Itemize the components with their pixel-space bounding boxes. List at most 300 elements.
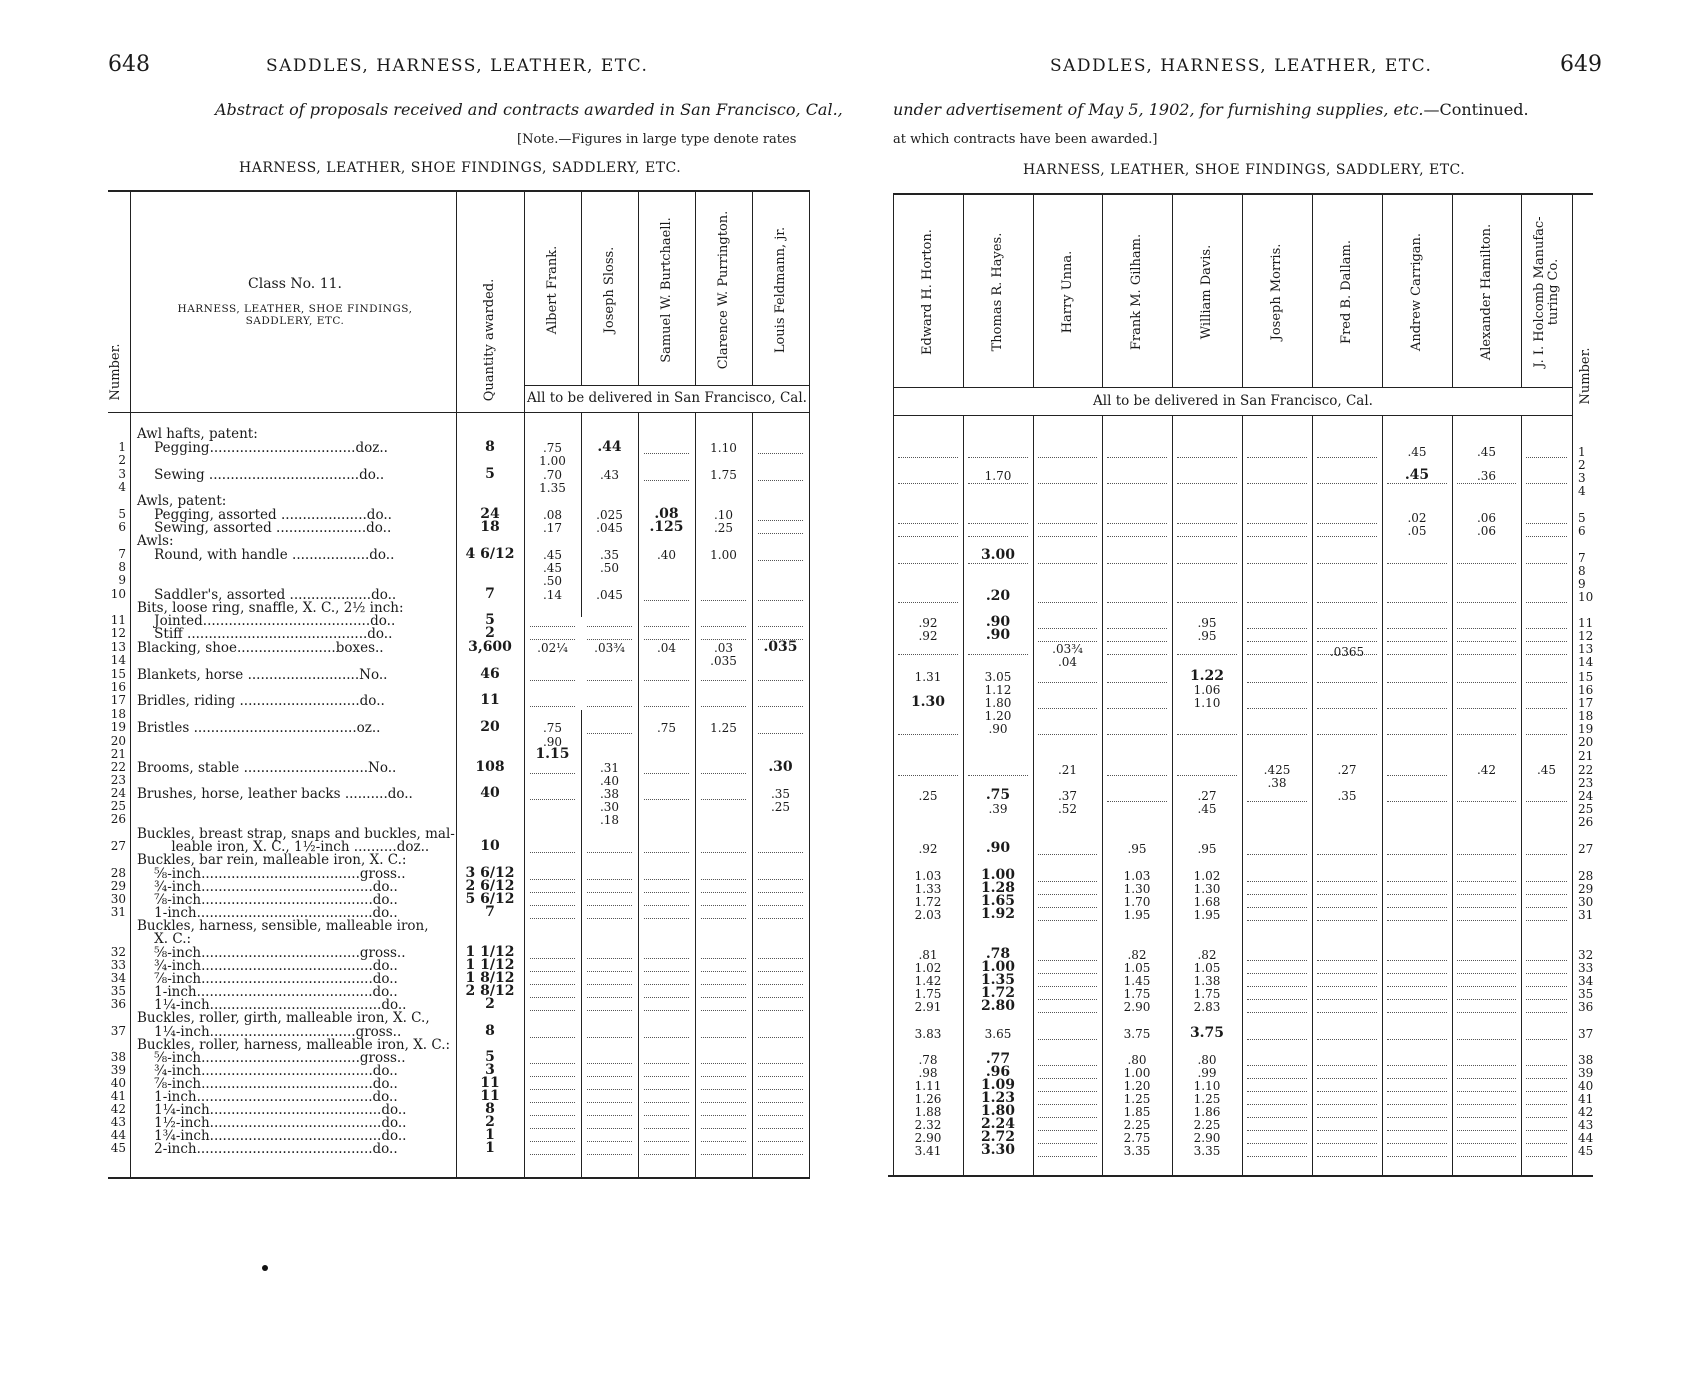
empty-cell-dots [530, 879, 575, 880]
empty-cell-dots [587, 852, 632, 853]
row-number-right: 38 [1578, 1053, 1594, 1067]
right-bid-value: .36 [1476, 469, 1497, 483]
empty-cell-dots [587, 1010, 632, 1011]
empty-cell-dots [1317, 1104, 1377, 1105]
empty-cell-dots [701, 600, 746, 601]
right-bid-value: 1.30 [1123, 882, 1151, 896]
empty-cell-dots [898, 483, 958, 484]
left-bid-value: .08 [542, 508, 563, 522]
empty-cell-dots [1457, 1091, 1516, 1092]
empty-cell-dots [1247, 523, 1307, 524]
left-bid-value: .35 [770, 787, 791, 801]
empty-cell-dots [1387, 1117, 1447, 1118]
left-bid-value: 1.15 [535, 746, 570, 762]
empty-cell-dots [644, 706, 689, 707]
empty-cell-dots [1526, 641, 1567, 642]
right-bid-value: .96 [985, 1064, 1011, 1080]
empty-cell-dots [758, 533, 803, 534]
empty-cell-dots [1247, 973, 1307, 974]
row-number-left: 45 [110, 1141, 126, 1155]
quantity-awarded: 46 [480, 666, 500, 682]
empty-cell-dots [1177, 602, 1237, 603]
empty-cell-dots [530, 997, 575, 998]
right-subtitle-italic: under advertisement of May 5, 1902, for furnishing supplies, etc. [893, 100, 1424, 119]
right-bid-value: 1.03 [914, 869, 942, 883]
row-number-right: 42 [1578, 1105, 1594, 1119]
empty-cell-dots [1038, 973, 1097, 974]
quantity-header: Quantity awarded. [482, 278, 497, 402]
right-bid-value: 1.86 [1193, 1105, 1221, 1119]
row-number-right: 18 [1578, 709, 1594, 723]
row-number-left: 43 [110, 1115, 126, 1129]
right-bid-value: .0365 [1329, 645, 1365, 659]
row-number-left: 27 [110, 839, 126, 853]
empty-cell-dots [701, 852, 746, 853]
right-bid-value: .92 [918, 616, 938, 630]
row-number-right: 45 [1578, 1144, 1594, 1158]
empty-cell-dots [1387, 1143, 1447, 1144]
right-bid-value: .82 [1197, 948, 1217, 962]
left-bid-value: .45 [542, 561, 563, 575]
empty-cell-dots [1317, 894, 1377, 895]
left-bid-value: .70 [542, 468, 563, 482]
empty-cell-dots [1387, 986, 1447, 987]
empty-cell-dots [1038, 563, 1097, 564]
empty-cell-dots [1387, 1012, 1447, 1013]
empty-cell-dots [1247, 1117, 1307, 1118]
empty-cell-dots [1177, 483, 1237, 484]
empty-cell-dots [968, 483, 1028, 484]
right-bid-value: 1.35 [980, 972, 1016, 988]
row-number-left: 16 [110, 680, 126, 694]
empty-cell-dots [1387, 881, 1447, 882]
row-number-right: 44 [1578, 1131, 1594, 1145]
right-bid-value: .95 [1197, 616, 1217, 630]
empty-cell-dots [1457, 1104, 1516, 1105]
quantity-awarded: 2 [485, 625, 495, 641]
empty-cell-dots [1457, 1130, 1516, 1131]
empty-cell-dots [1457, 1143, 1516, 1144]
empty-cell-dots [1317, 536, 1377, 537]
item-description: 1¼-inch........................................do.. [137, 1102, 407, 1118]
right-bidder-4: Frank M. Gilham. [1129, 233, 1144, 351]
empty-cell-dots [644, 799, 689, 800]
empty-cell-dots [530, 1037, 575, 1038]
empty-cell-dots [1247, 1039, 1307, 1040]
empty-cell-dots [701, 799, 746, 800]
empty-cell-dots [1317, 960, 1377, 961]
row-number-left: 8 [118, 560, 126, 574]
empty-cell-dots [530, 639, 575, 640]
empty-cell-dots [758, 453, 803, 454]
right-bid-value: 2.24 [980, 1116, 1016, 1132]
empty-cell-dots [530, 852, 575, 853]
row-number-left: 26 [110, 812, 126, 826]
left-col-sep-1 [581, 192, 582, 385]
empty-cell-dots [1457, 563, 1516, 564]
row-number-left: 9 [118, 573, 126, 587]
right-bid-value: .06 [1476, 511, 1497, 525]
right-bid-value: .27 [1197, 789, 1217, 803]
empty-cell-dots [758, 1063, 803, 1064]
right-table-bottom-rule [888, 1175, 1593, 1177]
empty-cell-dots [587, 905, 632, 906]
right-bid-value: .425 [1263, 763, 1291, 777]
quantity-awarded: 11 [480, 1088, 500, 1104]
left-col-sep-qty [524, 192, 525, 1177]
empty-cell-dots [898, 457, 958, 458]
empty-cell-dots [1526, 999, 1567, 1000]
empty-cell-dots [701, 905, 746, 906]
left-bid-value: .44 [597, 439, 622, 455]
empty-cell-dots [1526, 1039, 1567, 1040]
row-number-left: 37 [110, 1024, 126, 1038]
right-bid-value: .45 [1197, 802, 1217, 816]
empty-cell-dots [1038, 894, 1097, 895]
empty-cell-dots [1526, 801, 1567, 802]
row-number-right: 10 [1578, 590, 1594, 604]
right-bidder-5: William Davis. [1199, 244, 1214, 340]
empty-cell-dots [644, 852, 689, 853]
empty-cell-dots [1526, 1078, 1567, 1079]
row-number-left: 44 [110, 1128, 126, 1142]
right-bid-value: 1.42 [914, 974, 942, 988]
left-bid-value: .35 [599, 548, 620, 562]
row-number-left: 12 [110, 626, 126, 640]
empty-cell-dots [1107, 708, 1167, 709]
empty-cell-dots [1387, 960, 1447, 961]
row-number-right: 26 [1578, 815, 1594, 829]
empty-cell-dots [1107, 641, 1167, 642]
empty-cell-dots [1457, 734, 1516, 735]
empty-cell-dots [1317, 881, 1377, 882]
right-bid-value: 1.00 [980, 959, 1016, 975]
empty-cell-dots [587, 733, 632, 734]
empty-cell-dots [1038, 1130, 1097, 1131]
empty-cell-dots [1457, 1012, 1516, 1013]
empty-cell-dots [1247, 654, 1307, 655]
empty-cell-dots [1247, 999, 1307, 1000]
left-bidder-3: Samuel W. Burtchaell. [658, 217, 674, 363]
item-description: Bits, loose ring, snaffle, X. C., 2½ inch: [137, 600, 404, 616]
right-bid-value: 1.22 [1189, 668, 1225, 684]
right-bidder-1: Edward H. Horton. [920, 229, 935, 355]
empty-cell-dots [1526, 1156, 1567, 1157]
right-bid-value: .77 [985, 1051, 1011, 1067]
right-bidder-7: Fred B. Dallam. [1339, 240, 1354, 344]
empty-cell-dots [530, 1089, 575, 1090]
right-bid-value: 2.90 [1123, 1000, 1151, 1014]
empty-cell-dots [1526, 563, 1567, 564]
right-bid-value: .98 [918, 1066, 938, 1080]
empty-cell-dots [587, 958, 632, 959]
right-bid-value: 1.72 [914, 895, 942, 909]
empty-cell-dots [701, 971, 746, 972]
row-number-right: 9 [1578, 577, 1586, 591]
row-number-right: 43 [1578, 1118, 1594, 1132]
item-description: Buckles, roller, harness, malleable iron, X. C.: [137, 1037, 451, 1053]
empty-cell-dots [701, 1010, 746, 1011]
empty-cell-dots [1457, 682, 1516, 683]
right-bid-value: .92 [918, 842, 938, 856]
empty-cell-dots [1107, 734, 1167, 735]
item-description: 1-inch.........................................do.. [137, 984, 398, 1000]
row-number-left: 30 [110, 892, 126, 906]
empty-cell-dots [644, 1128, 689, 1129]
empty-cell-dots [1387, 907, 1447, 908]
right-page-number: 649 [1560, 52, 1602, 77]
empty-cell-dots [1317, 682, 1377, 683]
left-bidder-2: Joseph Sloss. [601, 246, 617, 334]
left-bid-value: .17 [542, 521, 563, 535]
empty-cell-dots [701, 626, 746, 627]
empty-cell-dots [587, 918, 632, 919]
empty-cell-dots [1317, 1130, 1377, 1131]
empty-cell-dots [1247, 602, 1307, 603]
quantity-awarded: 10 [480, 838, 500, 854]
empty-cell-dots [644, 1154, 689, 1155]
right-bid-value: 1.75 [1123, 987, 1151, 1001]
quantity-awarded: 5 [485, 1049, 495, 1065]
item-description: leable iron, X. C., 1½-inch ..........doz.. [137, 839, 430, 855]
row-number-right: 40 [1578, 1079, 1594, 1093]
empty-cell-dots [1317, 973, 1377, 974]
right-col-sep-1 [963, 195, 964, 387]
empty-cell-dots [1526, 654, 1567, 655]
right-bid-value: .45 [1404, 467, 1430, 483]
empty-cell-dots [1317, 907, 1377, 908]
left-bid-value: .025 [596, 508, 623, 522]
left-bid-value: .50 [599, 561, 620, 575]
right-bidder-2: Thomas R. Hayes. [990, 232, 1005, 352]
empty-cell-dots [1387, 894, 1447, 895]
empty-cell-dots [644, 918, 689, 919]
right-number-header: Number. [1578, 347, 1593, 405]
empty-cell-dots [530, 680, 575, 681]
empty-cell-dots [1038, 1039, 1097, 1040]
empty-cell-dots [758, 733, 803, 734]
empty-cell-dots [1457, 1117, 1516, 1118]
empty-cell-dots [587, 680, 632, 681]
empty-cell-dots [1247, 1156, 1307, 1157]
empty-cell-dots [758, 706, 803, 707]
item-description: Saddler's, assorted ...................do.. [137, 587, 397, 603]
left-header-rule [108, 412, 810, 413]
right-body-sep-5 [1242, 415, 1243, 1175]
left-number-header: Number. [108, 343, 123, 401]
left-note: [Note.—Figures in large type denote rates [517, 132, 797, 147]
empty-cell-dots [1247, 1012, 1307, 1013]
right-bid-value: .95 [1197, 629, 1217, 643]
empty-cell-dots [1317, 708, 1377, 709]
row-number-right: 20 [1578, 735, 1594, 749]
empty-cell-dots [1457, 1156, 1516, 1157]
right-bid-value: .99 [1197, 1066, 1217, 1080]
right-bid-value: 3.75 [1189, 1025, 1225, 1041]
right-bid-value: 1.65 [980, 893, 1016, 909]
quantity-awarded: 5 6/12 [465, 891, 515, 907]
print-speck [262, 1265, 268, 1271]
left-bid-value: .045 [596, 521, 623, 535]
quantity-awarded: 18 [480, 519, 500, 535]
right-col-sep-2 [1033, 195, 1034, 387]
item-description: Buckles, roller, girth, malleable iron, X. C., [137, 1010, 430, 1026]
right-bid-value: 3.65 [984, 1027, 1012, 1041]
empty-cell-dots [530, 626, 575, 627]
empty-cell-dots [1247, 563, 1307, 564]
empty-cell-dots [1387, 641, 1447, 642]
empty-cell-dots [530, 706, 575, 707]
empty-cell-dots [701, 1089, 746, 1090]
item-description: ⅞-inch........................................do.. [137, 1076, 398, 1092]
right-bid-value: .80 [1197, 1053, 1217, 1067]
empty-cell-dots [1317, 641, 1377, 642]
empty-cell-dots [701, 1115, 746, 1116]
left-bid-value: .38 [599, 787, 620, 801]
right-bid-value: 1.80 [980, 1103, 1016, 1119]
right-bid-value: .35 [1337, 789, 1357, 803]
right-bid-value: 1.30 [1193, 882, 1221, 896]
left-bid-value: .03 [713, 641, 734, 655]
right-bid-value: 2.72 [980, 1129, 1016, 1145]
right-bid-value: .05 [1407, 524, 1427, 538]
row-number-left: 42 [110, 1102, 126, 1116]
item-description: Bristles ......................................oz.. [137, 720, 381, 736]
quantity-awarded: 20 [480, 719, 500, 735]
empty-cell-dots [1457, 602, 1516, 603]
left-bid-value: .14 [542, 588, 563, 602]
empty-cell-dots [587, 1115, 632, 1116]
row-number-left: 29 [110, 879, 126, 893]
left-bid-value: 1.00 [539, 454, 566, 468]
empty-cell-dots [530, 905, 575, 906]
empty-cell-dots [758, 958, 803, 959]
quantity-awarded: 1 [485, 1140, 495, 1156]
empty-cell-dots [898, 523, 958, 524]
empty-cell-dots [1247, 1091, 1307, 1092]
empty-cell-dots [644, 892, 689, 893]
right-bid-value: .90 [985, 840, 1011, 856]
empty-cell-dots [1038, 602, 1097, 603]
right-bid-value: 1.31 [914, 670, 942, 684]
item-description: Brushes, horse, leather backs ..........do.. [137, 786, 413, 802]
empty-cell-dots [1457, 881, 1516, 882]
right-bid-value: .81 [918, 948, 938, 962]
row-number-right: 31 [1578, 908, 1594, 922]
empty-cell-dots [1457, 641, 1516, 642]
right-bid-value: 1.10 [1193, 1079, 1221, 1093]
left-bid-value: 1.25 [710, 721, 737, 735]
empty-cell-dots [701, 1076, 746, 1077]
left-bidder-1: Albert Frank. [544, 245, 560, 335]
right-bid-value: 1.25 [1123, 1092, 1151, 1106]
left-bid-value: .43 [599, 468, 620, 482]
empty-cell-dots [1038, 920, 1097, 921]
item-description: 1½-inch........................................do.. [137, 1115, 407, 1131]
empty-cell-dots [1457, 801, 1516, 802]
empty-cell-dots [701, 639, 746, 640]
row-number-right: 3 [1578, 471, 1586, 485]
row-number-right: 22 [1578, 763, 1594, 777]
empty-cell-dots [1038, 1156, 1097, 1157]
empty-cell-dots [1317, 1078, 1377, 1079]
empty-cell-dots [1177, 734, 1237, 735]
empty-cell-dots [701, 1037, 746, 1038]
empty-cell-dots [1038, 854, 1097, 855]
empty-cell-dots [701, 879, 746, 880]
empty-cell-dots [644, 680, 689, 681]
row-number-right: 39 [1578, 1066, 1594, 1080]
empty-cell-dots [758, 626, 803, 627]
empty-cell-dots [1526, 986, 1567, 987]
row-number-left: 19 [110, 720, 126, 734]
empty-cell-dots [1387, 1039, 1447, 1040]
empty-cell-dots [1107, 801, 1167, 802]
empty-cell-dots [587, 1076, 632, 1077]
empty-cell-dots [1457, 1065, 1516, 1066]
row-number-right: 6 [1578, 524, 1586, 538]
left-bid-value: .125 [649, 519, 684, 535]
right-running-head: SADDLES, HARNESS, LEATHER, ETC. [1050, 56, 1433, 76]
empty-cell-dots [898, 775, 958, 776]
right-bid-value: 3.00 [980, 547, 1016, 563]
row-number-left: 1 [118, 440, 126, 454]
right-bid-value: .38 [1267, 776, 1287, 790]
row-number-left: 7 [118, 547, 126, 561]
empty-cell-dots [1107, 602, 1167, 603]
empty-cell-dots [1526, 907, 1567, 908]
empty-cell-dots [1387, 708, 1447, 709]
empty-cell-dots [587, 639, 632, 640]
empty-cell-dots [587, 997, 632, 998]
row-number-right: 37 [1578, 1027, 1594, 1041]
empty-cell-dots [1457, 907, 1516, 908]
empty-cell-dots [758, 480, 803, 481]
empty-cell-dots [1247, 986, 1307, 987]
empty-cell-dots [1526, 536, 1567, 537]
empty-cell-dots [1107, 682, 1167, 683]
empty-cell-dots [1107, 654, 1167, 655]
empty-cell-dots [1317, 1091, 1377, 1092]
left-bid-value: .035 [763, 639, 798, 655]
right-bid-value: 2.25 [1123, 1118, 1151, 1132]
empty-cell-dots [1526, 682, 1567, 683]
row-number-right: 1 [1578, 445, 1586, 459]
empty-cell-dots [1038, 1143, 1097, 1144]
empty-cell-dots [968, 523, 1028, 524]
empty-cell-dots [1317, 523, 1377, 524]
item-description: Buckles, breast strap, snaps and buckles, mal- [137, 826, 455, 842]
quantity-awarded: 3 [485, 1062, 495, 1078]
empty-cell-dots [1247, 854, 1307, 855]
left-bid-value: 1.75 [710, 468, 737, 482]
empty-cell-dots [1247, 641, 1307, 642]
empty-cell-dots [1526, 602, 1567, 603]
empty-cell-dots [1038, 536, 1097, 537]
empty-cell-dots [587, 971, 632, 972]
right-bid-value: 3.05 [984, 670, 1012, 684]
left-bid-value: 1.35 [539, 481, 566, 495]
item-description: ⅝-inch.....................................gross.. [137, 866, 406, 882]
right-bid-value: 1.80 [984, 696, 1012, 710]
empty-cell-dots [587, 626, 632, 627]
empty-cell-dots [1038, 986, 1097, 987]
quantity-awarded: 1 1/12 [465, 944, 515, 960]
empty-cell-dots [1317, 1117, 1377, 1118]
empty-cell-dots [530, 1102, 575, 1103]
right-bid-value: 1.06 [1193, 683, 1221, 697]
right-delivery-note: All to be delivered in San Francisco, Cal. [1093, 393, 1373, 409]
